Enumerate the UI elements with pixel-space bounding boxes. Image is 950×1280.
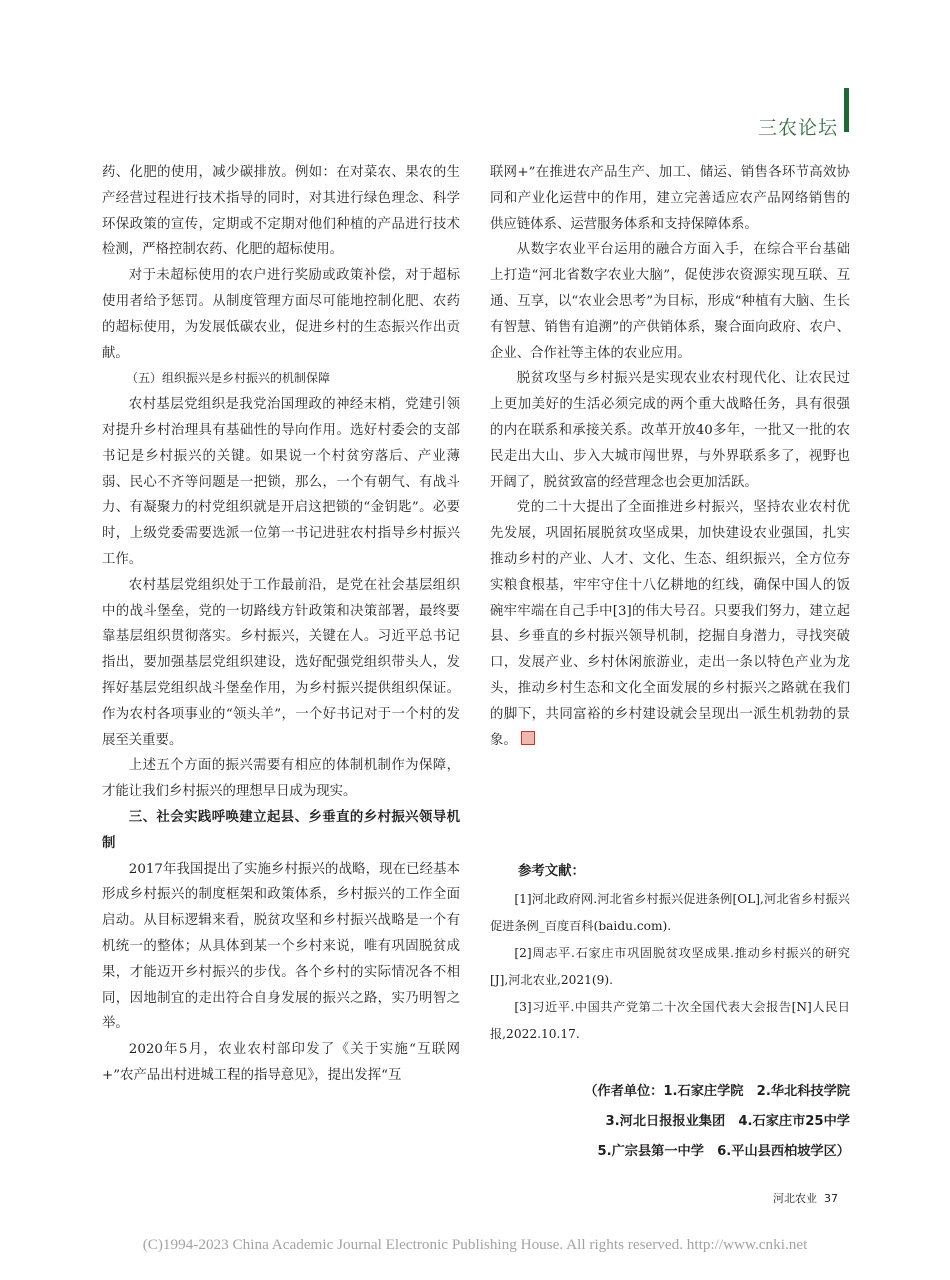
end-seal-icon xyxy=(521,731,535,745)
paragraph: 对于未超标使用的农户进行奖励或政策补偿，对于超标使用者给予惩罚。从制度管理方面尽可能地控制化肥、农药的超标使用，为发展低碳农业，促进乡村的生态振兴作出贡献。 xyxy=(102,268,460,361)
affiliation-line: 3.河北日报报业集团 4.石家庄市25中学 xyxy=(605,1114,850,1129)
reference-item: [2]周志平.石家庄市巩固脱贫攻坚成果.推动乡村振兴的研究[J],河北农业,2021(9). xyxy=(490,946,850,987)
paragraph: 2017年我国提出了实施乡村振兴的战略，现在已经基本形成乡村振兴的制度框架和政策体系，乡村振兴的工作全面启动。从目标逻辑来看，脱贫攻坚和乡村振兴战略是一个有机统一的整体；从具体到某一个乡村来说，唯有巩固脱贫成果，才能迈开乡村振兴的步伐。各个乡村的实际情况各不相同，因地制宜的走出符合自身发展的振兴之路，实乃明智之举。 xyxy=(102,861,460,1032)
references-title: 参考文献： xyxy=(518,864,585,879)
reference-item: [1]河北政府网.河北省乡村振兴促进条例[OL],河北省乡村振兴促进条例_百度百科(baidu.com). xyxy=(490,892,850,933)
paragraph: 从数字农业平台运用的融合方面入手，在综合平台基础上打造“河北省数字农业大脑”，促使涉农资源实现互联、互通、互享，以“农业会思考”为目标，形成“种植有大脑、生长有智慧、销售有追溯”的产供销体系，聚合面向政府、农户、企业、合作社等主体的农业应用。 xyxy=(490,242,850,361)
paragraph: 药、化肥的使用，减少碳排放。例如：在对菜农、果农的生产经营过程进行技术指导的同时，对其进行绿色理念、科学环保政策的宣传，定期或不定期对他们种植的产品进行技术检测，严格控制农药、化肥的超标使用。 xyxy=(102,165,460,258)
paragraph: 脱贫攻坚与乡村振兴是实现农业农村现代化、让农民过上更加美好的生活必须完成的两个重大战略任务，具有很强的内在联系和承接关系。改革开放40多年，一批又一批的农民走出大山、步入大城市闯世界，与外界联系多了，视野也开阔了，脱贫致富的经营理念也会更加活跃。 xyxy=(490,371,850,490)
page-number: 37 xyxy=(824,1192,838,1205)
references-list xyxy=(490,886,850,1048)
left-column xyxy=(102,160,460,1089)
copyright-notice: (C)1994-2023 China Academic Journal Electronic Publishing House. All rights reserved. http://www.cnki.net xyxy=(142,1236,808,1253)
page-footer xyxy=(773,1190,838,1206)
subsection-heading: （五）组织振兴是乡村振兴的机制保障 xyxy=(126,371,331,386)
reference-item: [3]习近平.中国共产党第二十次全国代表大会报告[N]人民日报,2022.10.17. xyxy=(490,1000,850,1041)
affiliation-line: 5.广宗县第一中学 6.平山县西柏坡学区） xyxy=(597,1144,850,1159)
paragraph: 2020年5月，农业农村部印发了《关于实施“互联网+”农产品出村进城工程的指导意见》，提出发挥“互 xyxy=(102,1042,460,1083)
paragraph-closing xyxy=(490,495,850,753)
affiliation-line: （作者单位：1.石家庄学院 2.华北科技学院 xyxy=(584,1084,850,1099)
paragraph: 联网+”在推进农产品生产、加工、储运、销售各环节高效协同和产业化运营中的作用，建立完善适应农产品网络销售的供应链体系、运营服务体系和支持保障体系。 xyxy=(490,165,850,232)
section-heading: 三、社会实践呼唤建立起县、乡垂直的乡村振兴领导机制 xyxy=(102,809,460,851)
paragraph: 农村基层党组织处于工作最前沿，是党在社会基层组织中的战斗堡垒，党的一切路线方针政策和决策部署，最终要靠基层组织贯彻落实。乡村振兴，关键在人。习近平总书记指出，要加强基层党组织建设，选好配强党组织带头人，发挥好基层党组织战斗堡垒作用，为乡村振兴提供组织保证。作为农村各项事业的“领头羊”，一个好书记对于一个村的发展至关重要。 xyxy=(102,577,460,748)
paragraph-text: 党的二十大提出了全面推进乡村振兴，坚持农业农村优先发展，巩固拓展脱贫攻坚成果，加快建设农业强国，扎实推动乡村的产业、人才、文化、生态、组织振兴，全方位夯实粮食根基，牢牢守住十八亿耕地的红线，确保中国人的饭碗牢牢端在自己手中[3]的伟大号召。只要我们努力，建立起县、乡垂直的乡村振兴领导机制，挖掘自身潜力，寻找突破口，发展产业、乡村休闲旅游业，走出一条以特色产业为龙头，推动乡村生态和文化全面发展的乡村振兴之路就在我们的脚下，共同富裕的乡村建设就会呈现出一派生机勃勃的景象。 xyxy=(490,500,850,748)
paragraph: 农村基层党组织是我党治国理政的神经末梢，党建引领对提升乡村治理具有基础性的导向作用。选好村委会的支部书记是乡村振兴的关键。如果说一个村贫穷落后、产业薄弱、民心不齐等问题是一把锁，那么，一个有朝气、有战斗力、有凝聚力的村党组织就是开启这把锁的“金钥匙”。必要时，上级党委需要选派一位第一书记进驻农村指导乡村振兴工作。 xyxy=(102,397,460,567)
section-accent-bar xyxy=(844,88,849,132)
journal-name: 河北农业 xyxy=(773,1192,817,1205)
right-column xyxy=(490,160,850,753)
section-title: 三农论坛 xyxy=(757,117,838,139)
paragraph: 上述五个方面的振兴需要有相应的体制机制作为保障，才能让我们乡村振兴的理想早日成为现实。 xyxy=(102,758,460,800)
